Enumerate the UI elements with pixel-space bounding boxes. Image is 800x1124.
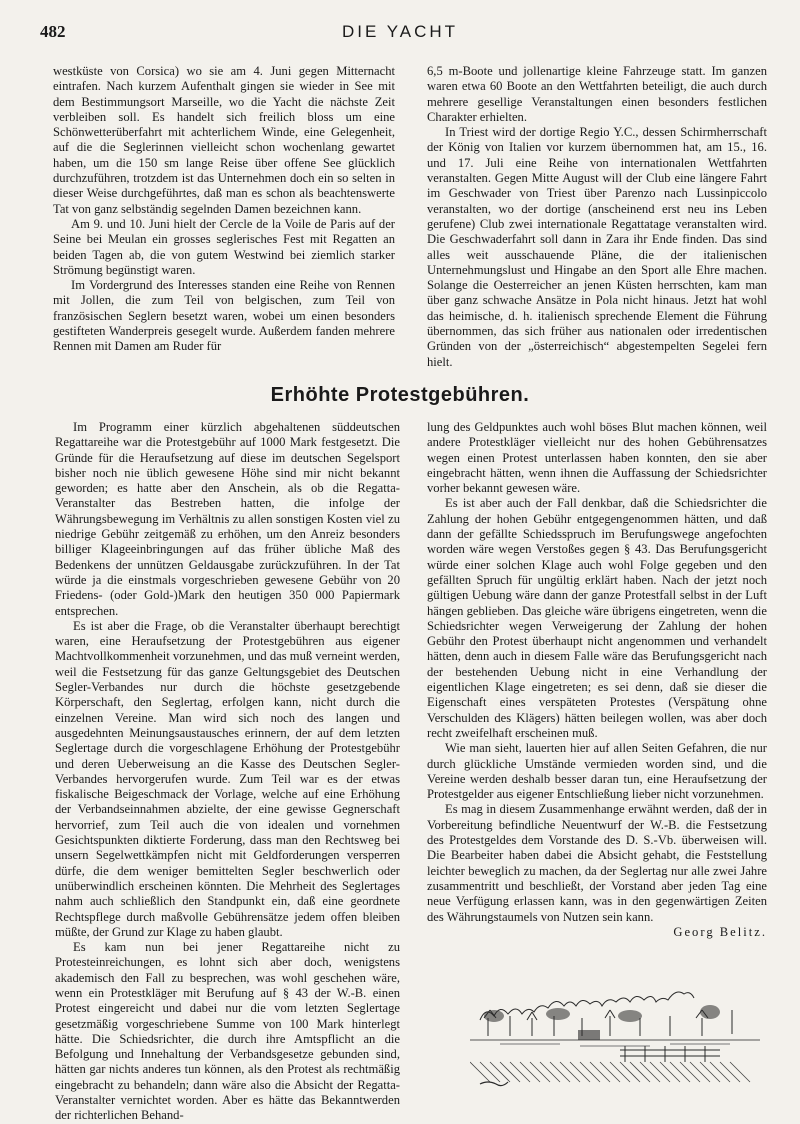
paragraph: Es ist aber auch der Fall denkbar, daß die Schiedsrichter die Zahlung der hohen Gebühr entgegengenommen hätten, und daß dann der gefällte Schiedsspruch im Berufungswege angefochten worden wäre wegen Verstoßes gegen § 43. Das Berufungsgericht würde einer solchen Klage auch wohl Folge gegeben und den gefällten Spruch für ungültig erklärt haben. Nach der jetzt noch gültigen Uebung wäre dann der ganze Protestfall selbst in der Luft hängen geblieben. Das gleiche wäre übrigens eingetreten, wenn die Schiedsrichter wegen Verweigerung der Zahlung der hohen Gebühr den Protest überhaupt nicht angenommen und verhandelt hätten, denn auch in diesem Falle wäre das Berufungsgericht nach der bestehenden Uebung nicht in eine Verhandlung der eigentlichen Klage eingetreten; es sei denn, daß sie dieser die Eigenschaft eines verspäteten Protestes (Verspätung ohne Verschulden des Klägers) hätten beilegen wollen, was aber doch recht zweifelhaft erscheinen muß. xyxy=(427,496,767,740)
page-number: 482 xyxy=(40,22,66,41)
paragraph: Im Vordergrund des Interesses standen eine Reihe von Rennen mit Jollen, die zum Teil von belgischen, zum Teil von französischen Seglern besetzt waren, wobei um einen besonders gestifteten Wanderpreis gesegelt wurde. Außerdem fanden mehrere Rennen mit Damen am Ruder für xyxy=(53,278,395,354)
paragraph: Am 9. und 10. Juni hielt der Cercle de la Voile de Paris auf der Seine bei Meulan ein grosses seglerisches Fest mit Regatten an beiden Tagen ab, die von gutem Westwind bei ziemlich starker Strömung begünstigt waren. xyxy=(53,216,395,277)
column-top-right xyxy=(427,64,767,370)
author-signature: Georg Belitz. xyxy=(673,924,767,939)
article-title: Erhöhte Protestgebühren. xyxy=(270,384,530,406)
page-header xyxy=(40,22,760,46)
paragraph: Es ist aber die Frage, ob die Veranstalter überhaupt berechtigt waren, eine Heraufsetzung der Protestgebühren aus eigener Machtvollkommenheit vorzunehmen, und das muß verneint werden, weil die Festsetzung für das ganze Geltungsgebiet des Deutschen Segler-Verbandes nur durch die höchste gesetzgebende Körperschaft, den Seglertag, erfolgen kann, nicht durch die einzelnen Vereine. Man wird sich noch des langen und ausgedehnten Meinungsaustausches erinnern, der auf dem letzten Seglertage durch die vorgeschlagene Erhöhung der Protestgebühr und deren Ueberweisung an die Kasse des Deutschen Segler-Verbandes hervorgerufen wurde. Zum Teil war es der etwas fiskalische Beigeschmack der Vorlage, welche auf eine Erhöhung der Verbandseinnahmen abzielte, der eine gewisse Gegnerschaft hervorrief, zum Teil auch die von idealen und vornehmen Gesichtspunkten diktierte Forderung, dass man den Rechtsweg bei unsern Segelwettkämpfen nicht mit Geldforderungen versperren dürfe, die dem weniger bemittelten Segler beschwerlich oder unüberwindlich erscheinen könnten. Die Mehrheit des Seglertages nahm auch schließlich den Standpunkt ein, daß eine geordnete Rechtspflege durch maßvolle Gebührensätze jedem offen bleiben müßte, der Grund zur Klage zu haben glaubt. xyxy=(55,618,400,939)
paragraph: In Triest wird der dortige Regio Y.C., dessen Schirmherrschaft der König von Italien vor kurzem übernommen hat, am 15., 16. und 17. Juli eine Reihe von internationalen Wettfahrten veranstalten. Gegen Mitte August will der Club eine längere Fahrt im Geschwader von Triest über Parenzo nach Lussinpiccolo veranstalten, wo der dortige (anscheinend erst neu ins Leben gerufene) Club zwei internationale Regattatage veranstalten wird. Die Geschwaderfahrt soll dann in Zara ihr Ende finden. Das sind alles weit ausschauende Pläne, die der italienischen Unternehmungslust und Hingabe an den Sport alle Ehre machen. Solange die Oesterreicher an jenen Küsten herrschten, kam man über ganz schwache Ansätze in Pola nicht hinaus. Jetzt hat wohl das heimische, d. h. italienisch sprechende Element die Führung übernommen, das sich früher aus nationalen oder irredentischen Gründen von der „österreichisch“ abgestempelten Segelei fern hielt. xyxy=(427,125,767,369)
paragraph: Wie man sieht, lauerten hier auf allen Seiten Gefahren, die nur durch glückliche Umstände vermieden worden sind, und die Vereine werden deshalb besser daran tun, eine Heraufsetzung der Protestgelder aus eigener Entschließung lieber nicht vorzunehmen. xyxy=(427,741,767,802)
paragraph: lung des Geldpunktes auch wohl böses Blut machen können, weil andere Protestkläger vielleicht nur des hohen Gebührensatzes wegen einen Protest unterlassen haben konnten, den sie aber eingebracht hätten, wenn ihnen die Auffassung der Schiedsrichter vorher bekannt gewesen wäre. xyxy=(427,420,767,496)
column-top-left xyxy=(53,64,395,355)
paragraph: westküste von Corsica) wo sie am 4. Juni gegen Mitternacht eintrafen. Nach kurzem Aufenthalt gingen sie wieder in See mit dem Bestimmungsort Marseille, wo die Yacht die nächste Zeit verbleiben soll. Es handelt sich freilich bloss um eine Schönwetterüberfahrt mit achterlichem Winde, eine Gelegenheit, auf die die Seglerinnen vielleicht schon wochenlang gewartet haben, um die 150 sm lange Reise über offene See glücklich durchzuführen, trotzdem ist das Unternehmen doch ein so selten in dieser Weise durchgeführtes, daß man es schon als beachtenswerte Tat von ganz selbständig segelnden Damen bezeichnen kann. xyxy=(53,64,395,216)
column-bottom-right xyxy=(427,420,767,940)
paragraph: 6,5 m-Boote und jollenartige kleine Fahrzeuge statt. Im ganzen waren etwa 60 Boote an den Wettfahrten beteiligt, die auch durch mehrere gesellige Veranstaltungen einen besonders festlichen Charakter erhielten. xyxy=(427,64,767,124)
paragraph: Im Programm einer kürzlich abgehaltenen süddeutschen Regattareihe war die Protestgebühr auf 1000 Mark festgesetzt. Die Gründe für die Heraufsetzung auf diese im deutschen Segelsport bisher noch nie üblich gewesene Höhe sind mir nicht bekannt geworden; es hatte aber den Anschein, als ob die Regatta-Veranstalter das Bestreben hatten, die infolge der Währungsbewegung im Verhältnis zu allen sonstigen Kosten viel zu niedrige Gebühr zeitgemäß zu erhöhen, um den Anreiz besonders billiger Klageeinbringungen auf das früher übliche Maß des Bedenkens der unnützen Geldausgabe zurückzuführen. In der Tat würde ja die einstmals vorgeschrieben gewesene Gebühr von 20 Friedens- (oder Gold-)Mark den heutigen 350 000 Papiermark entsprechen. xyxy=(55,420,400,618)
running-title: DIE YACHT xyxy=(341,22,459,41)
landscape-illustration xyxy=(470,980,760,1090)
paragraph: Es kam nun bei jener Regattareihe nicht zu Protesteinreichungen, es lohnt sich aber doch, wenigstens akademisch den Fall zu besprechen, was wohl geschehen wäre, wenn ein Protestkläger mit Berufung auf § 43 der W.-B. einen Protest eingereicht und dabei nur die vom letzten Seglertage gesetzmäßig vorgeschriebene Summe von 100 Mark hinterlegt hätte. Die Schiedsrichter, die durch ihre Amtspflicht an die Befolgung und Innehaltung der Verbandsgesetze gebunden sind, hätten gar nichts anderes tun können, als den Protest als rechtmäßig eingebracht zu behandeln; dann wäre also die Absicht der Regatta-Veranstalter vernichtet worden. Aber es hätte das Bekanntwerden der richterlichen Behand- xyxy=(55,940,400,1123)
paragraph: Es mag in diesem Zusammenhange erwähnt werden, daß der in Vorbereitung befindliche Neuentwurf der W.-B. die Festsetzung des Protestgeldes dem Vorstande des D. S.-Vb. überweisen will. Die Bearbeiter haben dabei die Absicht gehabt, die Feststellung leichter beweglich zu machen, da der Seglertag nur alle zwei Jahre zusammentritt und beschließt, der Vorstand aber jeden Tag eine neue Verfügung erlassen kann, was in den gegenwärtigen Zeiten des Währungstaumels von Nutzen sein kann. xyxy=(427,802,767,924)
column-bottom-left xyxy=(55,420,400,1124)
landscape-sketch-icon xyxy=(470,980,760,1090)
